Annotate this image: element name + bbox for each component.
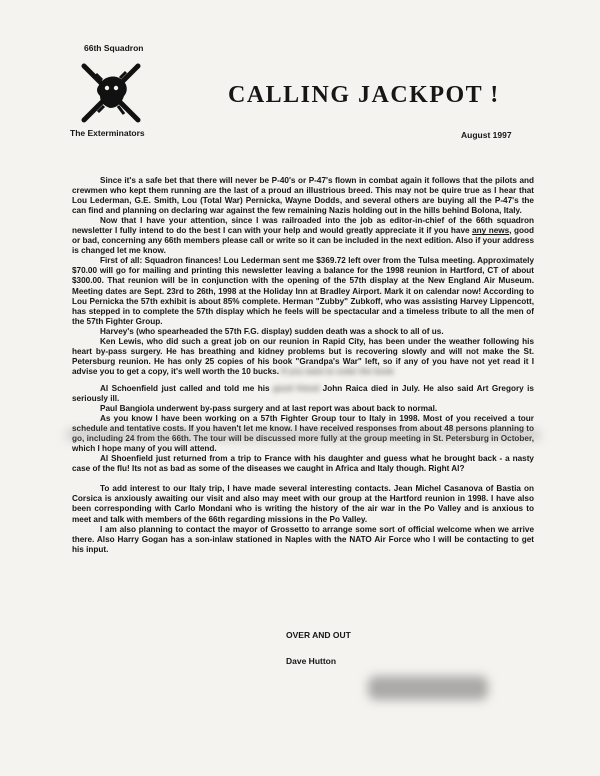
paragraph: Paul Bangiola underwent by-pass surgery and at last report was about back to normal. xyxy=(100,404,438,414)
paragraph: To add interest to our Italy trip, I have made several interesting contacts. Jean Michel Casanova of Bastia on Corsica is anxiously awaiting our visit and also may meet with our group at the Hartford reunion in 1998. I have also been corresponding with Carlo Mondani who is writing the history of the air war in the Po Valley and is anxious to meet and talk with members of the 66th regarding missions in the Po Valley. xyxy=(72,484,534,524)
paragraph: I am also planning to contact the mayor of Grossetto to arrange some sort of official welcome when we arrive there. Also Harry Gogan has a son-inlaw stationed in Naples with the NATO Air Force who I will be contacting to get his input. xyxy=(72,524,534,554)
paragraph: Al Shoenfield just returned from a trip to France with his daughter and guess what he brought back - a nasty case of the flu! Its not as bad as some of the diseases we caught in Africa and Italy though. Right Al? xyxy=(72,454,534,474)
paragraph: Harvey's (who spearheaded the 57th F.G. display) sudden death was a shock to all of us. xyxy=(100,326,444,336)
newsletter-title: CALLING JACKPOT ! xyxy=(228,82,500,108)
paragraph: Since it's a safe bet that there will never be P-40's or P-47's flown in combat again it follows that the pilots and crewmen who kept them running are the last of a proud an illustrious breed. This may not be quire true as I hear that Lou Lederman, G.E. Smith, Lou (Total War) Pernicka, Wayne Dodds, and several others are buying all the P-47's the can find and planning on declaring war against the few remaining Nazis holding out in the hills behind Bolona, Italy. xyxy=(72,176,534,216)
letter-body xyxy=(72,176,534,555)
redaction-smudge xyxy=(66,430,540,440)
paragraph: Al Schoenfield just called and told me his good friend John Raica died in July. He also said Art Gregory is seriously ill. xyxy=(72,383,534,403)
exterminators-logo xyxy=(78,62,144,124)
author-name: Dave Hutton xyxy=(286,656,337,666)
redacted-text: good friend xyxy=(273,383,320,393)
paragraph: Ken Lewis, who did such a great job on our reunion in Rapid City, has been under the weather following his heart by-pass surgery. He has breathing and kidney problems but is recovering slowly and will not make the St. Petersburg reunion. He has only 25 copies of his book "Grandpa's War" left, so if any of you have not yet read it I advise you to get a copy, it's well worth the 10 bucks. If you want to order the book xyxy=(72,336,534,376)
signoff: OVER AND OUT xyxy=(286,630,351,640)
paragraph: First of all: Squadron finances! Lou Lederman sent me $369.72 left over from the Tulsa meeting. Approximately $70.00 will go for mailing and printing this newsletter leaving a balance for the 1998 reunion in Hartford, CT of about $300.00. That reunion will be in conjunction with the opening of the 57th display at the New England Air Museum. Meeting dates are Sept. 23rd to 26th, 1998 at the Holiday Inn at Bradley Airport. Mark it on calendar now! According to Lou Pernicka the 57th exhibit is about 85% complete. Herman "Zubby" Zubkoff, who was assisting Harvey Lippencott, has stepped in to complete the 57th display which he feels will be spectacular and a timeless tribute to all the men of the 57th Fighter Group. xyxy=(72,256,534,326)
logo-caption: The Exterminators xyxy=(70,128,145,138)
paragraph: Now that I have your attention, since I was railroaded into the job as editor-in-chief of the 66th squadron newsletter I fully intend to do the best I can with your help and would greatly appreciate it if you have any news, good or bad, concerning any 66th members please call or write so it can be included in the next edition. Also if your address is changed let me know. xyxy=(72,216,534,256)
redacted-signature xyxy=(368,676,488,700)
underlined-text: any news xyxy=(472,226,510,236)
squadron-label: 66th Squadron xyxy=(84,43,144,53)
redacted-text: If you want to order the book xyxy=(281,366,394,376)
paragraph: As you know I have been working on a 57th Fighter Group tour to Italy in 1998. Most of you received a tour schedule and tentative costs. If you haven't let me know. I have received responses from about 48 persons planning to go, including 24 from the 66th. The tour will be discussed more fully at the group meeting in St. Petersburg in October, which I hope many of you will attend. xyxy=(72,414,534,454)
issue-date: August 1997 xyxy=(461,130,512,140)
